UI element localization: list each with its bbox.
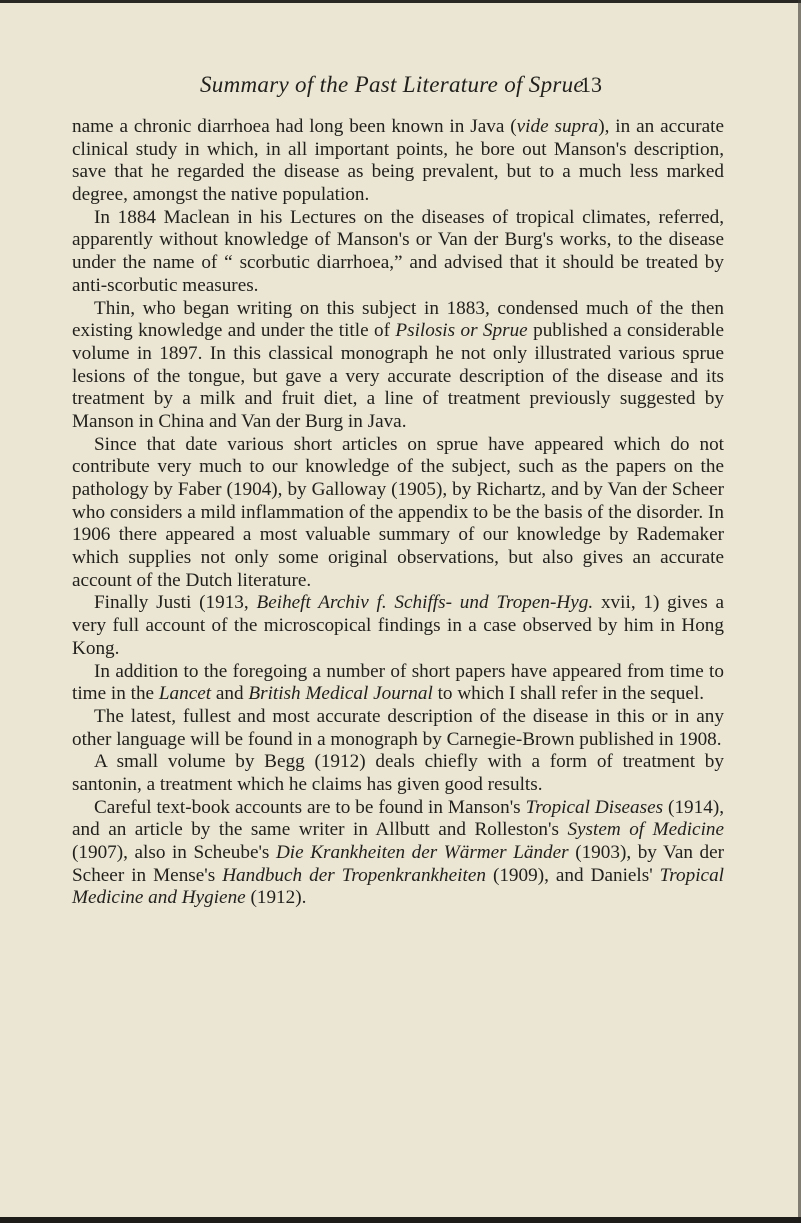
paragraph: The latest, fullest and most accurate description of the disease in this or in any other language will be found in a monograph by Carnegie-Brown published in 1908. [72, 705, 724, 750]
paragraph: In addition to the foregoing a number of short papers have appeared from time to time in the Lancet and British Medical Journal to which I shall refer in the sequel. [72, 660, 724, 705]
page-top-border [0, 0, 801, 3]
running-head: Summary of the Past Literature of Sprue [200, 72, 584, 97]
body-text [72, 116, 724, 910]
page-header [200, 72, 602, 100]
italic-title: Handbuch der Tropenkrankheiten [222, 864, 486, 886]
italic-title: British Medical Journal [248, 683, 433, 705]
paragraph: Thin, who began writing on this subject in 1883, condensed much of the then existing knowledge and under the title of Psilosis or Sprue published a considerable volume in 1897. In this classical monograph he not only illustrated various sprue lesions of the tongue, but gave a very accurate description of the disease and its treatment by a milk and fruit diet, a line of treatment previously suggested by Manson in China and Van der Burg in Java. [72, 297, 724, 432]
italic-title: Tropical Medicine and Hygiene [72, 864, 724, 909]
italic-title: Lancet [158, 683, 212, 705]
italic-title: Die Krankheiten der Wärmer Länder [275, 842, 569, 863]
italic-title: Tropical Diseases [525, 796, 664, 818]
paragraph: Careful text-book accounts are to be found in Manson's Tropical Diseases (1914), and an article by the same writer in Allbutt and Rolleston's System of Medicine (1907), also in Scheube's Die Krankheiten der Wärmer Länder (1903), by Van der Scheer in Mense's Handbuch der Tropenkrankheiten (1909), and Daniels' Tropical Medicine and Hygiene (1912). [72, 796, 725, 909]
paragraph: In 1884 Maclean in his Lectures on the diseases of tropical climates, referred, apparently without knowledge of Manson's or Van der Burg's works, to the disease under the name of “ scorbutic diarrhoea,” and advised that it should be treated by anti-scorbutic measures. [72, 206, 724, 296]
paragraph: Since that date various short articles on sprue have appeared which do not contribute very much to our knowledge of the subject, such as the papers on the pathology by Faber (1904), by Galloway (1905), by Richartz, and by Van der Scheer who considers a mild inflammation of the appendix to be the basis of the disorder. In 1906 there appeared a most valuable summary of our knowledge by Rademaker which supplies not only some original observations, but also gives an accurate account of the Dutch literature. [72, 433, 724, 591]
italic-title: Beiheft Archiv f. Schiffs- und Tropen-Hyg. [256, 592, 594, 614]
italic-title: Psilosis or Sprue [395, 320, 528, 342]
page-number: 13 [580, 72, 602, 97]
italic-title: System of Medicine [567, 819, 725, 841]
paragraph: A small volume by Begg (1912) deals chiefly with a form of treatment by santonin, a treatment which he claims has given good results. [72, 751, 724, 795]
italic-title: vide supra [516, 116, 599, 137]
page-bottom-border [0, 1217, 801, 1223]
paragraph: name a chronic diarrhoea had long been known in Java (vide supra), in an accurate clinical study in which, in all important points, he bore out Manson's description, save that he regarded the disease as being prevalent, but to a much less marked degree, amongst the native population. [72, 116, 724, 206]
paragraph: Finally Justi (1913, Beiheft Archiv f. Schiffs- und Tropen-Hyg. xvii, 1) gives a very full account of the microscopical findings in a case observed by him in Hong Kong. [72, 592, 724, 659]
